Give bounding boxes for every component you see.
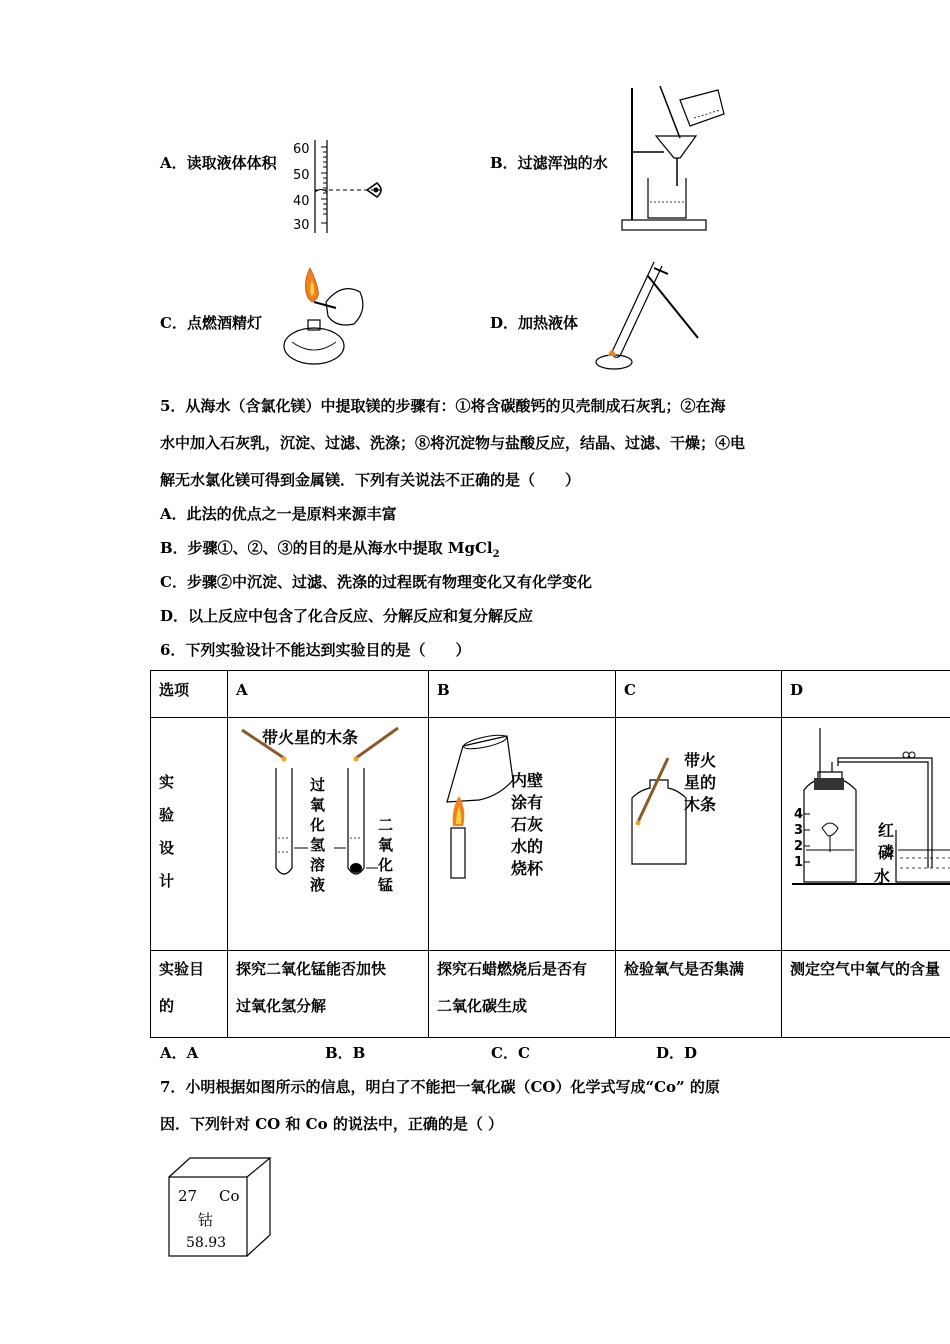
alcohol-lamp-figure	[272, 262, 372, 374]
q4-option-c: C．点燃酒精灯	[160, 314, 262, 332]
tube-label-mno2: 二	[378, 816, 394, 834]
design-c	[616, 718, 782, 951]
design-a	[228, 718, 429, 951]
q6-answer-c: C．C	[491, 1044, 530, 1062]
splint-label-c: 星的	[684, 773, 717, 792]
header-a: A	[228, 671, 429, 718]
header-b: B	[429, 671, 616, 718]
element-atomic-number: 27	[178, 1187, 198, 1205]
tube-label-mno2: 锰	[378, 876, 394, 894]
tube-label-mno2: 化	[378, 856, 394, 874]
q5-stem-line-3: 解无水氯化镁可得到金属镁．下列有关说法不正确的是（ ）	[160, 471, 581, 489]
q5-option-a: A．此法的优点之一是原料来源丰富	[160, 505, 397, 523]
tube-label-h2o2: 液	[310, 876, 326, 894]
purpose-b-line: 二氧化碳生成	[437, 997, 528, 1015]
beaker-label: 水的	[511, 837, 544, 856]
design-label-char: 验	[159, 806, 175, 824]
header-d: D	[782, 671, 950, 718]
purpose-d-line: 测定空气中氧气的含量	[790, 960, 941, 978]
q5-option-b-text: B．步骤①、②、③的目的是从海水中提取 MgCl	[160, 539, 493, 557]
beaker-label: 内壁	[511, 771, 544, 790]
experiment-table	[150, 670, 950, 1038]
design-label	[151, 718, 228, 951]
scale-mark: 1	[794, 855, 804, 870]
element-symbol: Co	[219, 1187, 240, 1205]
cylinder-tick-50: 50	[293, 168, 310, 183]
design-label-char: 设	[159, 839, 175, 857]
figure-d	[782, 718, 950, 948]
tube-label-h2o2: 过	[310, 776, 326, 794]
figure-c	[616, 718, 781, 948]
purpose-b	[429, 951, 616, 1038]
purpose-b-line: 探究石蜡燃烧后是否有	[437, 960, 588, 978]
table-header-row	[151, 671, 950, 718]
q6-answer-d: D．D	[656, 1044, 698, 1062]
q4-option-b: B．过滤浑浊的水	[490, 154, 608, 172]
q5-stem-line-2: 水中加入石灰乳，沉淀、过滤、洗涤；⑧将沉淀物与盐酸反应，结晶、过滤、干燥；④电	[160, 434, 746, 452]
cylinder-tick-30: 30	[293, 218, 310, 233]
purpose-c-line: 检验氧气是否集满	[624, 960, 745, 978]
filtration-figure	[618, 86, 733, 236]
q6-stem: 6．下列实验设计不能达到实验目的是（ ）	[160, 641, 471, 659]
splint-label-c: 带火	[684, 751, 717, 770]
q5-option-b	[160, 537, 500, 560]
q7-stem-line-2: 因．下列针对 CO 和 Co 的说法中，正确的是（ ）	[160, 1115, 504, 1133]
beaker-label: 石灰	[511, 815, 544, 834]
header-option: 选项	[151, 671, 228, 718]
cylinder-tick-60: 60	[293, 142, 310, 157]
scale-mark: 3	[794, 823, 804, 838]
design-label-char: 计	[159, 872, 175, 890]
design-d	[782, 718, 950, 951]
q5-option-b-subscript: 2	[492, 549, 500, 560]
purpose-d	[782, 951, 950, 1038]
element-name: 钴	[198, 1211, 214, 1229]
design-label-char: 实	[159, 773, 175, 791]
header-c: C	[616, 671, 782, 718]
purpose-c	[616, 951, 782, 1038]
beaker-label: 涂有	[511, 793, 544, 812]
q4-option-a: A．读取液体体积	[160, 154, 277, 172]
element-mass: 58.93	[186, 1235, 227, 1251]
purpose-label-line: 实验目	[159, 960, 205, 978]
scale-mark: 2	[794, 839, 804, 854]
tube-label-h2o2: 氢	[310, 836, 326, 854]
table-row-design	[151, 718, 950, 951]
tube-label-h2o2: 溶	[310, 856, 326, 874]
heating-liquid-figure	[588, 258, 706, 376]
scale-mark: 4	[794, 807, 804, 822]
table-row-purpose	[151, 951, 950, 1038]
water-label: 水	[874, 867, 891, 886]
graduated-cylinder-figure	[285, 135, 395, 235]
purpose-a	[228, 951, 429, 1038]
figure-a	[228, 718, 428, 948]
design-b	[429, 718, 616, 951]
splint-label-a: 带火星的木条	[262, 728, 359, 747]
q6-answer-b: B．B	[325, 1044, 366, 1062]
figure-b	[429, 718, 615, 948]
phosphorus-label: 红	[878, 821, 895, 840]
q7-stem-line-1: 7．小明根据如图所示的信息，明白了不能把一氧化碳（CO）化学式写成“Co” 的原	[160, 1078, 720, 1096]
beaker-label: 烧杯	[511, 859, 544, 878]
q5-option-d: D．以上反应中包含了化合反应、分解反应和复分解反应	[160, 607, 534, 625]
cylinder-tick-40: 40	[293, 194, 310, 209]
purpose-label	[151, 951, 228, 1038]
q6-answer-a: A．A	[160, 1044, 199, 1062]
tube-label-mno2: 氧	[378, 836, 394, 854]
purpose-a-line: 探究二氧化锰能否加快	[236, 960, 387, 978]
purpose-label-line: 的	[159, 997, 175, 1015]
q4-option-d: D．加热液体	[490, 314, 579, 332]
q5-option-c: C．步骤②中沉淀、过滤、洗涤的过程既有物理变化又有化学变化	[160, 573, 592, 591]
purpose-a-line: 过氧化氢分解	[236, 997, 327, 1015]
periodic-element-card	[168, 1157, 272, 1257]
phosphorus-label: 磷	[878, 843, 895, 862]
tube-label-h2o2: 化	[310, 816, 326, 834]
splint-label-c: 木条	[684, 795, 717, 814]
q5-stem-line-1: 5．从海水（含氯化镁）中提取镁的步骤有：①将含碳酸钙的贝壳制成石灰乳；②在海	[160, 397, 726, 415]
tube-label-h2o2: 氧	[310, 796, 326, 814]
